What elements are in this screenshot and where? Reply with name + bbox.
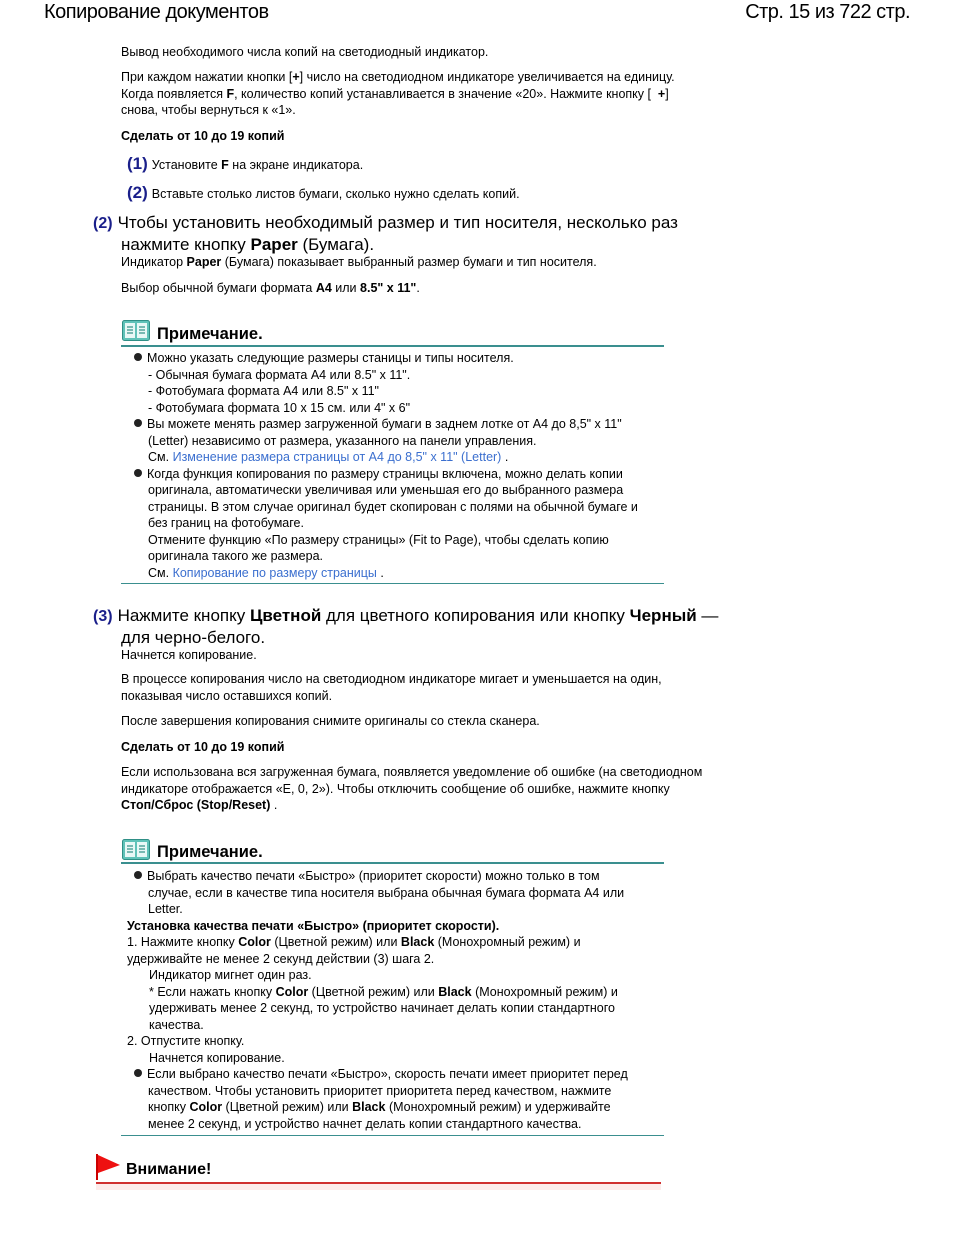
note-title: Примечание.: [157, 843, 263, 861]
intro-line: Вывод необходимого числа копий на светодиодный индикатор.: [121, 45, 489, 59]
note-2-body: Выбрать качество печати «Быстро» (приоритет скорости) можно только в том случае, если в качестве типа носителя выбрана обычная бумага формата A4 или Letter. Установка качества печати «Быстро» (приоритет скорости). 1. Нажмите кнопку Color (Цветной режим) или Black (Монохромный режим) и удерживайте не менее 2 секунд действии (3) шага 2. Индикатор мигнет один раз. * Если нажать кнопку Color (Цветной режим) или Black (Монохромный режим) и удерживать менее 2 секунд, то устройство начинает делать копии стандартного качества. 2. Отпустите кнопку. Начнется копирование. Если выбрано качество печати «Быстро», скорость печати имеет приоритет перед качеством. Чтобы установить приоритет приоритета перед качеством, нажмите кнопку Color (Цветной режим) или Black (Монохромный режим) и удерживайте менее 2 секунд, и устройство начнет делать копии стандартного качества.: [127, 868, 672, 1132]
note-bullet-item: Когда функция копирования по размеру страницы включена, можно делать копии: [134, 466, 674, 483]
step-2-line-2: Выбор обычной бумаги формата A4 или 8.5" x 11".: [121, 281, 420, 295]
subheading: Сделать от 10 до 19 копий: [121, 740, 285, 754]
bullet-icon: [134, 353, 142, 361]
intro-paragraph: При каждом нажатии кнопки [+] число на светодиодном индикаторе увеличивается на единицу. Когда появляется F, количество копий устанавливается в значение «20». Нажмите кнопку [ +] снова, чтобы вернуться к «1».: [121, 70, 675, 117]
link-fit-to-page[interactable]: Копирование по размеру страницы: [172, 565, 377, 580]
bullet-icon: [134, 871, 142, 879]
step-3-p1: Начнется копирование.: [121, 648, 257, 662]
sub-step-2: (2) Вставьте столько листов бумаги, сколько нужно сделать копий.: [127, 183, 520, 202]
step-3-p3: После завершения копирования снимите оригиналы со стекла сканера.: [121, 714, 540, 728]
link-change-paper-size[interactable]: Изменение размера страницы от A4 до 8,5" x 11" (Letter): [172, 450, 502, 464]
step-3-p2: В процессе копирования число на светодиодном индикаторе мигает и уменьшается на один, показывая число оставшихся копий.: [121, 672, 662, 703]
book-icon: [122, 320, 150, 341]
step-2-heading: (2) Чтобы установить необходимый размер и тип носителя, несколько раз нажмите кнопку Paper (Бумага).: [93, 213, 678, 254]
step-3-heading: (3) Нажмите кнопку Цветной для цветного копирования или кнопку Черный — для черно-белого.: [93, 606, 719, 647]
note-bullet-item: Вы можете менять размер загруженной бумаги в заднем лотке от A4 до 8,5" x 11": [134, 416, 674, 433]
bullet-icon: [134, 419, 142, 427]
bullet-icon: [134, 1069, 142, 1077]
bullet-icon: [134, 469, 142, 477]
caution-title: Внимание!: [126, 1161, 212, 1178]
note-divider: [121, 345, 664, 347]
note-divider: [121, 862, 664, 864]
caution-band: [96, 1184, 661, 1190]
note-divider-bottom: [121, 583, 664, 584]
note-bullet-item: Можно указать следующие размеры станицы и типы носителя.: [134, 350, 674, 367]
step-3-p4: Если использована вся загруженная бумага, появляется уведомление об ошибке (на светодиодном индикаторе отображается «E, 0, 2»). Чтобы отключить сообщение об ошибке, нажмите кнопку Стоп/Сброс (Stop/Reset) .: [121, 765, 703, 812]
note-bullet-item: Если выбрано качество печати «Быстро», скорость печати имеет приоритет перед: [127, 1066, 672, 1083]
page-number-info: Стр. 15 из 722 стр.: [745, 1, 910, 23]
step-2-line-1: Индикатор Paper (Бумага) показывает выбранный размер бумаги и тип носителя.: [121, 255, 597, 269]
subheading: Сделать от 10 до 19 копий: [121, 129, 285, 143]
note-divider-bottom: [121, 1135, 664, 1136]
note-title: Примечание.: [157, 325, 263, 343]
page-header-title: Копирование документов: [44, 1, 269, 23]
caution-flag-icon: [96, 1154, 122, 1180]
note-bullet-item: Выбрать качество печати «Быстро» (приоритет скорости) можно только в том: [127, 868, 672, 885]
sub-step-1: (1) Установите F на экране индикатора.: [127, 154, 364, 173]
note-1-body: Можно указать следующие размеры станицы и типы носителя. - Обычная бумага формата A4 или 8.5" x 11". - Фотобумага формата A4 или 8.5" x 11" - Фотобумага формата 10 x 15 см. или 4" x 6" Вы можете менять размер загруженной бумаги в заднем лотке от A4 до 8,5" x 11" (Letter) независимо от размера, указанного на панели управления. См. Изменение размера страницы от A4 до 8,5" x 11" (Letter) . Когда функция копирования по размеру страницы включена, можно делать копии оригинала, автоматически увеличивая или уменьшая его до выбранного размера страницы. В этом случае оригинал будет скопирован с полями на обычной бумаге и без границ на фотобумаге. Отмените функцию «По размеру страницы» (Fit to Page), чтобы сделать копию оригинала такого же размера. См. Копирование по размеру страницы .: [134, 350, 674, 581]
book-icon: [122, 839, 150, 860]
